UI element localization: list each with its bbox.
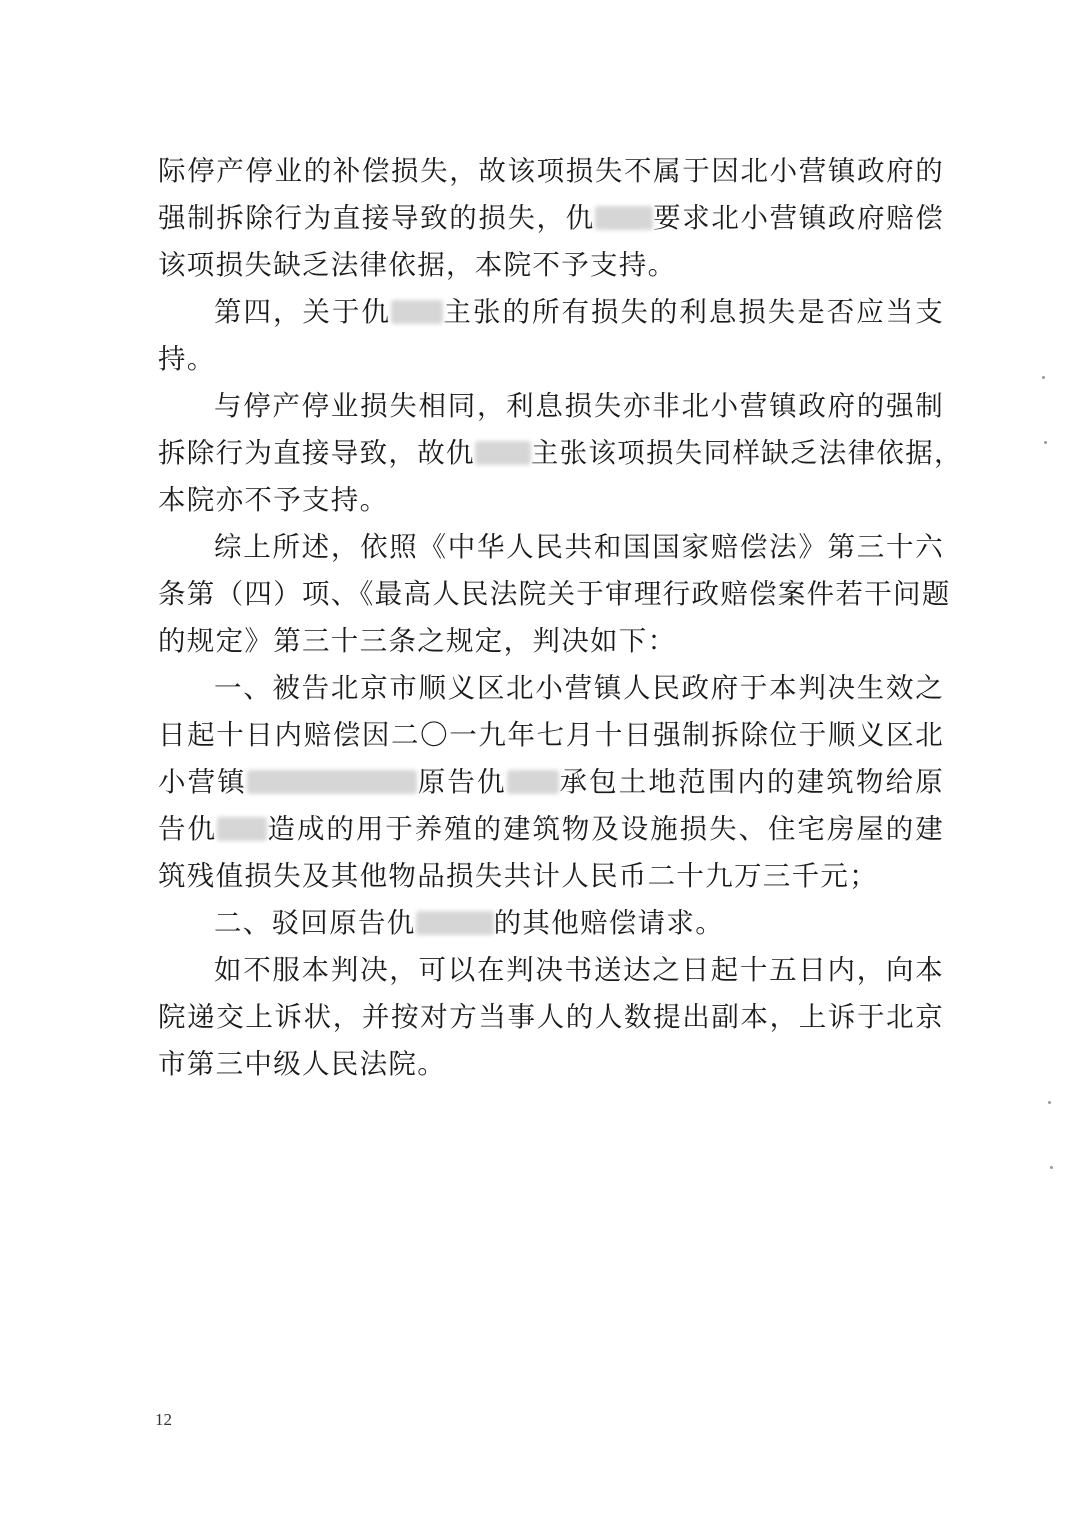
text-line: 强制拆除行为直接导致的损失，仇 要求北小营镇政府赔偿 (158, 202, 945, 234)
text-line: 该项损失缺乏法律依据，本院不予支持。 (158, 249, 677, 281)
text-line: 综上所述，依照《中华人民共和国国家赔偿法》第三十六 (214, 531, 944, 563)
text-line: 与停产停业损失相同，利息损失亦非北小营镇政府的强制 (214, 390, 944, 422)
redacted-address (247, 770, 417, 794)
text-line: 一、被告北京市顺义区北小营镇人民政府于本判决生效之 (214, 672, 944, 704)
redacted-name (507, 770, 559, 794)
redacted-name (595, 206, 653, 230)
text-line: 日起十日内赔偿因二〇一九年七月十日强制拆除位于顺义区北 (158, 719, 944, 751)
redacted-name (217, 817, 267, 841)
redacted-name (475, 441, 531, 465)
text-line: 条第（四）项、《最高人民法院关于审理行政赔偿案件若干问题 (158, 578, 951, 610)
text-line: 二、驳回原告仇 的其他赔偿请求。 (214, 907, 725, 939)
text-line: 筑残值损失及其他物品损失共计人民币二十九万三千元； (158, 860, 878, 892)
scan-speck (1050, 1166, 1053, 1169)
text-line: 告仇 造成的用于养殖的建筑物及设施损失、住宅房屋的建 (158, 813, 944, 845)
text-line: 院递交上诉状，并按对方当事人的人数提出副本，上诉于北京 (158, 1001, 944, 1033)
text-line: 市第三中级人民法院。 (158, 1048, 446, 1080)
text-line: 拆除行为直接导致，故仇 主张该项损失同样缺乏法律依据， (158, 437, 963, 469)
scan-speck (1044, 441, 1047, 444)
scan-speck (1042, 376, 1045, 379)
text-line: 持。 (158, 343, 216, 375)
redacted-name (391, 300, 443, 324)
text-line: 第四，关于仇 主张的所有损失的利息损失是否应当支 (214, 296, 944, 328)
page-number: 12 (155, 1410, 172, 1429)
redacted-name (416, 911, 494, 935)
scan-speck (1048, 1101, 1051, 1104)
text-line: 小营镇 原告仇 承包土地范围内的建筑物给原 (158, 766, 944, 798)
judgment-text (158, 148, 963, 1088)
text-line: 如不服本判决，可以在判决书送达之日起十五日内，向本 (214, 954, 944, 986)
text-line: 本院亦不予支持。 (158, 484, 389, 516)
text-line: 的规定》第三十三条之规定，判决如下： (158, 625, 677, 657)
text-line: 际停产停业的补偿损失，故该项损失不属于因北小营镇政府的 (158, 155, 944, 187)
